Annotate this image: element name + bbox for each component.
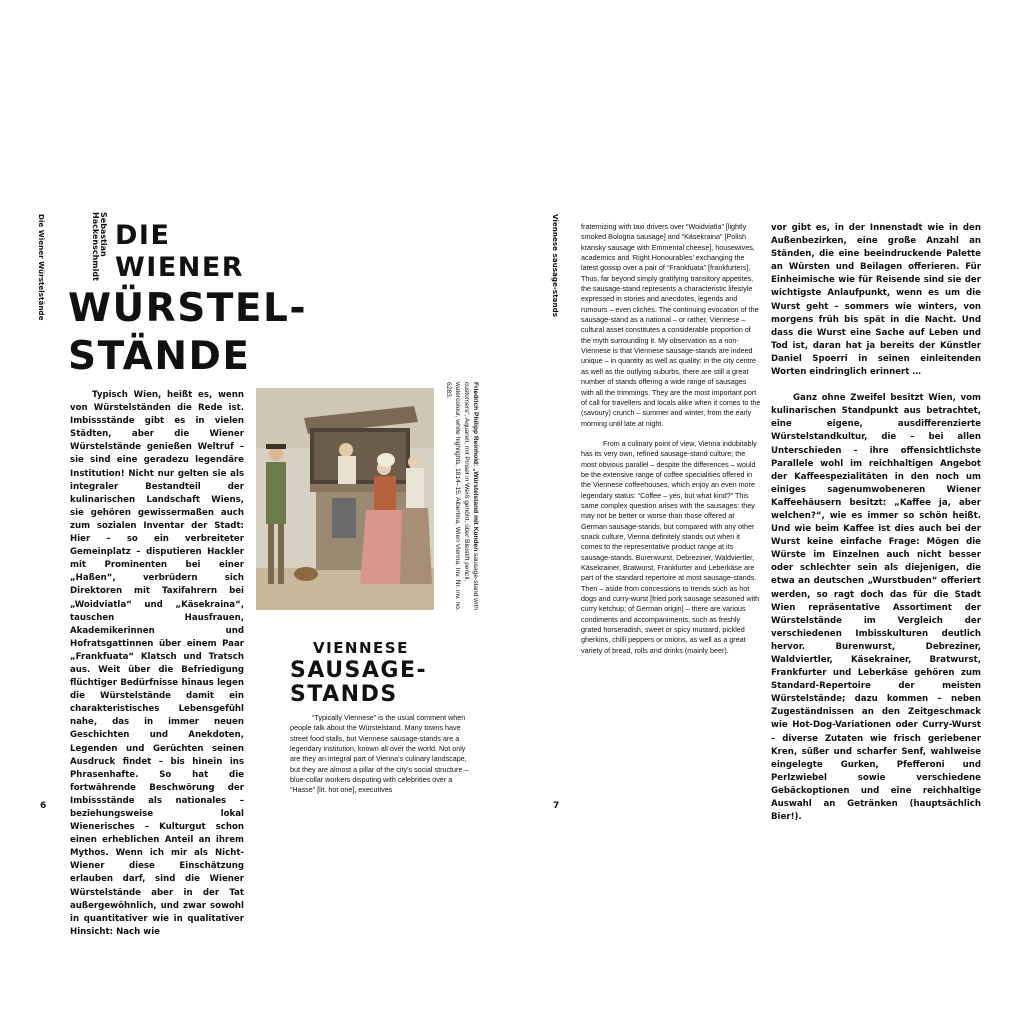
english-title-line-2: STANDS xyxy=(290,682,398,707)
illustration-sausage-stand xyxy=(256,388,434,610)
english-body-right xyxy=(581,222,761,692)
title-line-2: WIENER xyxy=(115,252,245,283)
english-title-small: VIENNESE xyxy=(313,639,409,657)
illustration-caption xyxy=(444,382,480,614)
title-line-4: STÄNDE xyxy=(68,334,251,379)
german-paragraph: Typisch Wien, heißt es, wenn von Würstelständen die Rede ist. Imbissstände gibt es in vielen Städten, aber die Wiener Würstelstände genießen Weltruf – sie sind eine geradezu legendäre Institution! Nicht nur gelten sie als integraler Bestandteil der kulinarischen Landschaft Wiens, sie gehören gewissermaßen auch zum sozialen Inventar der Stadt: Hier – so ein verbreiteter Gemeinplatz – disputieren Hackler mit Prominenten bei einer „Haßen“, verbrüdern sich Direktoren mit Taxifahrern bei „Woidviatla“ und „Käsekraina“, tauschen Hausfrauen, Akademikerinnen und Hofratsgattinnen über einem Paar „Frankfuata“ Klatsch und Tratsch aus. Weit über die Befriedigung flüchtiger Bedürfnisse hinaus legen die Würstelstände damit ein charakteristisches Lebensgefühl nahe, das in immer neuen Geschichten und Anekdoten, Legenden und Gerüchten seinen Ausdruck findet – bis hinein ins Phrasenhafte. So hat die fortwährende Beschwörung der Imbissstände als nationales – beziehungsweise lokal Wienerisches – Kulturgut schon einen erheblichen Anteil an ihrem Mythos. Wenn ich mir als Nicht-Wiener diese Einschätzung erlauben darf, sind die Wiener Würstelstände aber in der Tat außergewöhnlich, und zwar sowohl in quantitativer wie in qualitativer Hinsicht: Nach wie xyxy=(70,390,244,937)
page-number-right: 7 xyxy=(553,801,560,811)
author-name xyxy=(89,212,107,281)
running-head-left: Die Wiener Würstelstände xyxy=(37,214,47,321)
german-paragraph-2: Ganz ohne Zweifel besitzt Wien, vom kulinarischen Standpunkt aus betrachtet, eine eigene, ausdifferenzierte Würstelstandkultur, die – bei allen Unterschieden – ihre offensichtlichste Parallele wohl im reichhaltigen Angebot der Kaffeespezialitäten in den noch um einiges sagenumwobeneren Wiener Kaffeehäusern besitzt: „Kaffee ja, aber welchen?“, wie es immer so schön heißt. Und wie beim Kaffee ist dies auch bei der Wurst keine einfache Frage: Mögen die Würste im Einzelnen auch nicht besser oder schlechter sein als diejenigen, die etwa an deutschen „Wurstbuden“ offeriert werden, so ragt doch das für die Stadt Wien repräsentative Assortiment der Würstelstände im Vergleich der verschiedenen Imbisskulturen deutlich hervor. Burenwurst, Debreziner, Waldviertler, Käsekrainer, Bratwurst, Frankfurter und Leberkäse gehören zum Standard-Repertoire der meisten Würstelstände; dazu kommen – neben Zugeständnissen an den Zeitgeschmack wie Hot-Dog-Variationen oder Curry-Wurst – diverse Zutaten wie frisch geriebener Kren, süßer und scharfer Senf, wahlweise eingelegte Gurken, Pfefferoni und Perlzwiebel sowie verschiedene Gebäckoptionen und eine reichhaltige Auswahl an Getränken (hauptsächlich Bier!). xyxy=(771,393,981,823)
caption-details: sausage-stand with customers“, Aquarell, mit Pinsel in Weiß gehöht, über Bleistift pencil, watercolour, white highlights, 1814–15. Albertina, Wien Vienna, Inv. Nr. inv. no. 6283. xyxy=(445,382,479,611)
german-body-right xyxy=(771,222,981,823)
author-last-name: Hackenschmidt xyxy=(91,212,100,281)
english-paragraph-1: fraternizing with taxi drivers over “Woidviatla” [lightly smoked Bologna sausage] and “Käsekraina” [Polish kransky sausage with Emmental cheese], housewives, academics and ‘Right Honourables’ exchanging the latest gossip over a pair of “Frankfuata” [frankfurters]. Thus, far beyond simply gratifying transitory appetites, the sausage-stand represents a characteristic lifestyle expressed in stories and anecdotes, legends and rumours – even clichés. The continuing evocation of the sausage-stand as a national – or rather, Viennese – cultural asset constitutes a considerable proportion of the myth surrounding it. My observation as a non-Viennese is that Viennese sausage-stands are indeed unique – in quantity as well as quality: in the city centre as well as the outlying suburbs, there are still a great number of stands offering a wide range of sausages with all the trimmings. They are the most important port of call for travellers and locals alike when it comes to the (savoury) crunch – summer and winter, from the early morning until late at night. xyxy=(581,222,761,428)
english-paragraph: “Typically Viennese” is the usual comment when people talk about the Würstelstand. Many towns have street food stalls, but Viennese sausage-stands are a legendary institution, known all over the world. Not only are they an integral part of Vienna’s culinary landscape, but they are almost a pillar of the city’s social structure – blue-collar workers disputing with celebrities over a “Hasse” [lit. hot one], executives xyxy=(290,713,469,795)
title-line-1: DIE xyxy=(115,220,171,251)
english-paragraph-2: From a culinary point of view, Vienna indubitably has its very own, refined sausage-stand culture; the most obvious parallel – despite the differences – would be the extensive range of coffee specialities offered in the Viennese coffeehouses, which enjoy an even more legendary status: “Coffee – yes, but what kind?” This same complex question arises with the sausages: they may not be better or worse than those offered at German sausage-stands, but compared with any other snack culture, Vienna definitely stands out when it comes to the representative product range at its sausage-stands. Burenwurst, Debreziner, Waldviertler, Käsekrainer, Bratwurst, Frankfurter and Leberkäse are part of the standard repertoire at most sausage-stands. Then – aside from concessions to trends such as hot dogs and curry-wurst [fried pork sausage seasoned with curry ketchup; of German origin] – there are various condiments and accompaniments, such as freshly grated horseradish, sweet or spicy mustard, pickled gherkins, chilli peppers or onions, as well as a great variety of bread, rolls and drinks (mainly beer). xyxy=(581,438,760,655)
title-line-3: WÜRSTEL- xyxy=(68,286,308,331)
author-first-name: Sebastian xyxy=(99,212,108,257)
page-number-left: 6 xyxy=(40,801,47,811)
english-body-left xyxy=(290,713,476,807)
caption-artist: Friedrich Philipp Reinhold: „Würstelstand mit Kunden xyxy=(472,382,479,552)
english-title-line-1: SAUSAGE- xyxy=(290,658,428,683)
german-body-left xyxy=(70,389,244,937)
watercolour-illustration xyxy=(256,388,434,610)
german-paragraph-1: vor gibt es, in der Innenstadt wie in den Außenbezirken, eine große Anzahl an Ständen, die eine beeindruckende Palette an Würsten und Beilagen offerieren. Für Einheimische wie für Reisende sind sie der wichtigste Anlaufpunkt, wenn es um die Wurst geht – sommers wie winters, von morgens früh bis spät in die Nacht. Und dass die Wurst eine Sache auf Leben und Tod ist, daran hat ja bereits der Künstler Daniel Spoerri in seinen einleitenden Worten eindringlich erinnert … xyxy=(771,223,981,378)
running-head-right: Viennese sausage-stands xyxy=(551,214,561,318)
